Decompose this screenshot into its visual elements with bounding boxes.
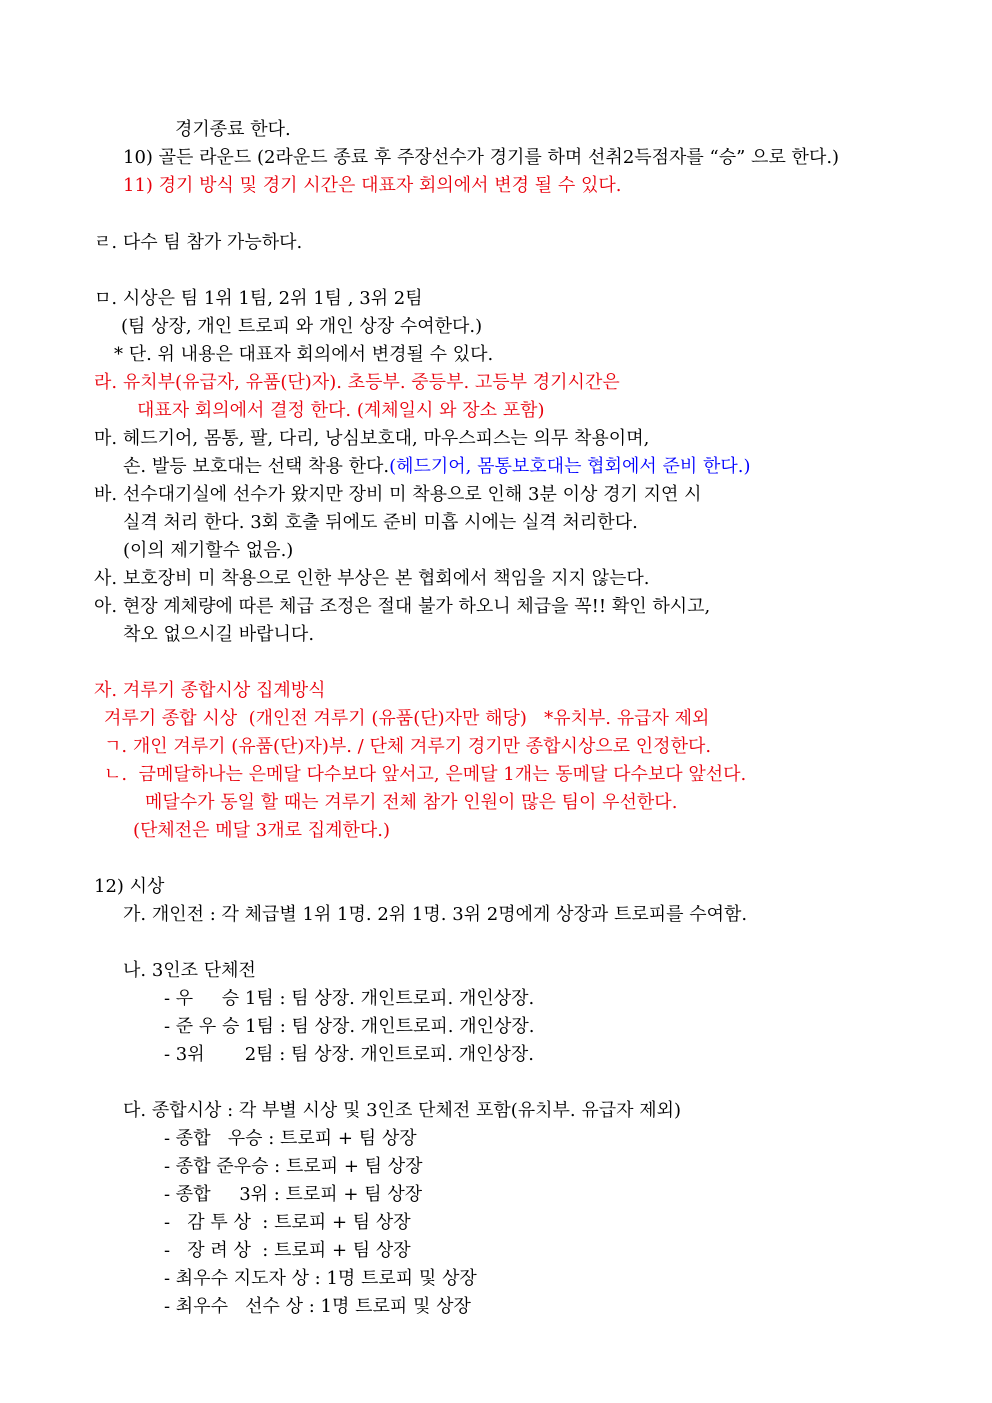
list-item: - 종합 3위 : 트로피 + 팀 상장 xyxy=(164,1184,423,1205)
text-line: 아. 현장 계체량에 따른 체급 조정은 절대 불가 하오니 체급을 꼭!! 확인 하시고, xyxy=(94,596,711,617)
text-line: 바. 선수대기실에 선수가 왔지만 장비 미 착용으로 인해 3분 이상 경기 지연 시 xyxy=(94,484,702,505)
text-line: 10) 골든 라운드 (2라운드 종료 후 주장선수가 경기를 하며 선취2득점자를 “승” 으로 한다.) xyxy=(123,147,840,168)
text-line-red: 겨루기 종합 시상 (개인전 겨루기 (유품(단)자만 해당) *유치부. 유급자 제외 xyxy=(104,708,710,729)
text-line: 다. 종합시상 : 각 부별 시상 및 3인조 단체전 포함(유치부. 유급자 제외) xyxy=(123,1100,682,1121)
list-item: - 최우수 지도자 상 : 1명 트로피 및 상장 xyxy=(164,1268,477,1289)
text-line-mixed xyxy=(123,456,750,478)
text-line: 나. 3인조 단체전 xyxy=(123,960,256,981)
list-item: - 최우수 선수 상 : 1명 트로피 및 상장 xyxy=(164,1296,471,1317)
text-line-red: (단체전은 메달 3개로 집계한다.) xyxy=(133,820,391,841)
list-item: - 감 투 상 : 트로피 + 팀 상장 xyxy=(164,1212,411,1233)
text-line: 착오 없으시길 바랍니다. xyxy=(123,624,315,645)
list-item: - 3위 2팀 : 팀 상장. 개인트로피. 개인상장. xyxy=(164,1044,535,1065)
section-heading: 12) 시상 xyxy=(94,876,165,897)
text-line: (이의 제기할수 없음.) xyxy=(123,540,294,561)
list-item: - 종합 준우승 : 트로피 + 팀 상장 xyxy=(164,1156,423,1177)
list-item: - 장 려 상 : 트로피 + 팀 상장 xyxy=(164,1240,411,1261)
text-line: ㄹ. 다수 팀 참가 가능하다. xyxy=(94,232,303,253)
text-line: 마. 헤드기어, 몸통, 팔, 다리, 낭심보호대, 마우스피스는 의무 착용이며, xyxy=(94,428,650,449)
text-segment: 손. 발등 보호대는 선택 착용 한다. xyxy=(123,456,390,477)
text-line: 가. 개인전 : 각 체급별 1위 1명. 2위 1명. 3위 2명에게 상장과 트로피를 수여함. xyxy=(123,904,748,925)
text-line: ㅁ. 시상은 팀 1위 1팀, 2위 1팀 , 3위 2팀 xyxy=(94,288,423,309)
text-line-red: 대표자 회의에서 결정 한다. (계체일시 와 장소 포함) xyxy=(137,400,545,421)
text-line-red: 11) 경기 방식 및 경기 시간은 대표자 회의에서 변경 될 수 있다. xyxy=(123,175,622,196)
list-item: - 우 승 1팀 : 팀 상장. 개인트로피. 개인상장. xyxy=(164,988,535,1009)
list-item: - 종합 우승 : 트로피 + 팀 상장 xyxy=(164,1128,417,1149)
list-item: - 준 우 승 1팀 : 팀 상장. 개인트로피. 개인상장. xyxy=(164,1016,535,1037)
text-line: * 단. 위 내용은 대표자 회의에서 변경될 수 있다. xyxy=(114,344,494,365)
text-line-red: ㄱ. 개인 겨루기 (유품(단)자)부. / 단체 겨루기 경기만 종합시상으로 인정한다. xyxy=(104,736,712,757)
text-line: 실격 처리 한다. 3회 호출 뒤에도 준비 미흡 시에는 실격 처리한다. xyxy=(123,512,638,533)
text-line-red: 자. 겨루기 종합시상 집계방식 xyxy=(94,680,326,701)
text-line: 경기종료 한다. xyxy=(175,119,291,140)
text-line-red: 메달수가 동일 할 때는 겨루기 전체 참가 인원이 많은 팀이 우선한다. xyxy=(145,792,678,813)
text-segment-blue: (헤드기어, 몸통보호대는 협회에서 준비 한다.) xyxy=(389,456,751,477)
text-line: (팀 상장, 개인 트로피 와 개인 상장 수여한다.) xyxy=(121,316,483,337)
text-line: 사. 보호장비 미 착용으로 인한 부상은 본 협회에서 책임을 지지 않는다. xyxy=(94,568,650,589)
text-line-red: 라. 유치부(유급자, 유품(단)자). 초등부. 중등부. 고등부 경기시간은 xyxy=(94,372,620,393)
text-line-red: ㄴ. 금메달하나는 은메달 다수보다 앞서고, 은메달 1개는 동메달 다수보다 앞선다. xyxy=(104,764,747,785)
